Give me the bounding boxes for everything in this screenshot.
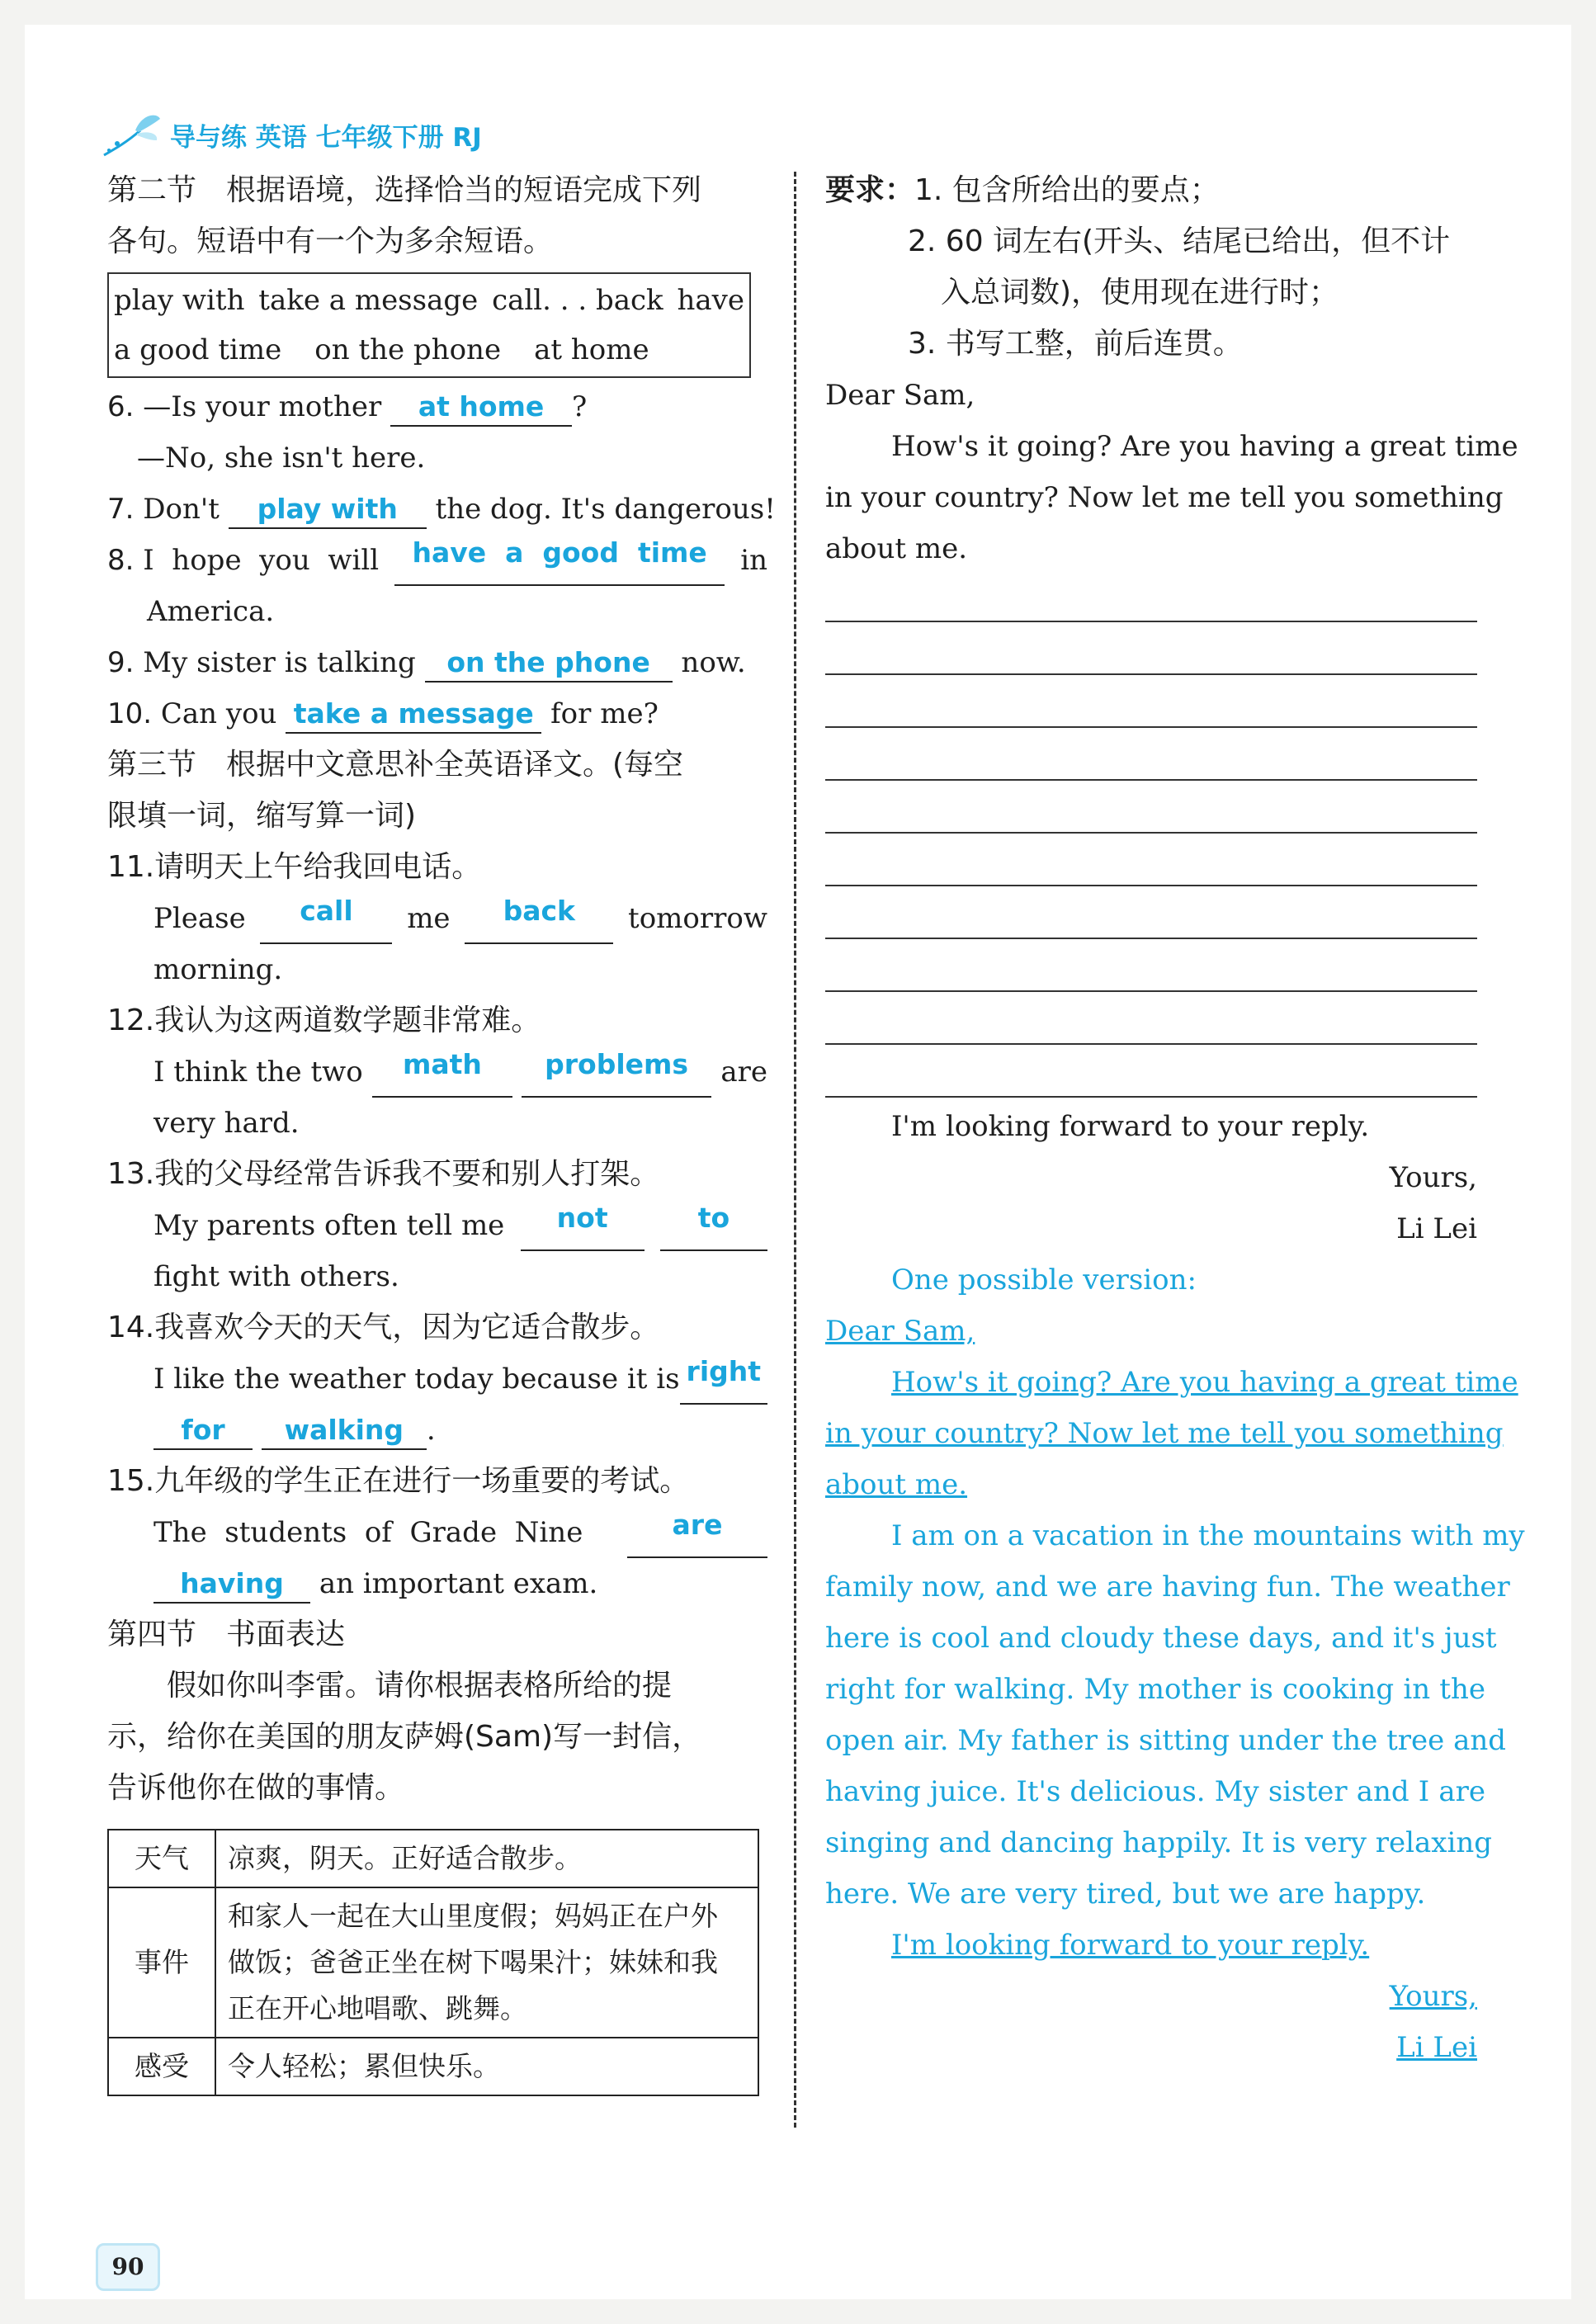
requirement-line: 2. 60 词左右(开头、结尾已给出，但不计 — [908, 224, 1451, 258]
question-text: I like the weather today because it is — [153, 1363, 680, 1396]
table-value — [215, 1887, 758, 2038]
right-column — [825, 165, 1525, 2073]
table-value-line: 正在开心地唱歌、跳舞。 — [228, 1992, 527, 2024]
answer-salutation-text: Dear Sam, — [825, 1315, 975, 1348]
requirement-line: 入总词数)，使用现在进行时； — [941, 276, 1339, 309]
letter-yours: Yours, — [1389, 1161, 1477, 1194]
question-10 — [107, 688, 767, 739]
letter-salutation: Dear Sam, — [825, 379, 975, 412]
question-13-cont: fight with others. — [153, 1260, 399, 1293]
writing-line[interactable] — [825, 886, 1477, 939]
question-text: ? — [572, 390, 588, 423]
answer-line: family now, and we are having fun. The weather — [825, 1571, 1510, 1604]
answer-line: in your country? Now let me tell you something — [825, 1417, 1504, 1450]
chinese-prompt: 九年级的学生正在进行一场重要的考试。 — [154, 1464, 690, 1498]
section3-title: 第三节 根据中文意思补全英语译文。(每空 — [107, 748, 684, 782]
chinese-prompt: 我的父母经常告诉我不要和别人打架。 — [154, 1157, 660, 1191]
phrase-row — [114, 276, 744, 325]
table-key: 感受 — [108, 2038, 215, 2095]
question-text: —Is your mother — [143, 390, 382, 423]
question-text: My sister is talking — [143, 646, 416, 679]
question-8-cont: America. — [147, 595, 275, 628]
answer-blank[interactable]: not — [521, 1200, 645, 1251]
question-number: 15. — [107, 1464, 155, 1498]
answer-closing-text: I'm looking forward to your reply. — [891, 1929, 1370, 1962]
left-column — [107, 165, 776, 2096]
requirement-label: 要求： — [825, 173, 915, 207]
answer-line: How's it going? Are you having a great time — [891, 1366, 1518, 1399]
answer-blank[interactable]: on the phone — [425, 645, 673, 683]
answer-salutation — [825, 1306, 1485, 1357]
answer-blank[interactable]: for — [153, 1412, 253, 1450]
requirement-line — [825, 165, 1485, 216]
answer-blank[interactable]: have a good time — [394, 535, 725, 586]
question-8 — [107, 535, 767, 586]
phrase-box — [107, 272, 751, 378]
table-value-line: 和家人一起在大山里度假；妈妈正在户外 — [228, 1900, 718, 1932]
answer-blank[interactable]: right — [680, 1353, 767, 1405]
answer-line: open air. My father is sitting under the tree and — [825, 1724, 1507, 1757]
writing-line[interactable] — [825, 622, 1477, 675]
question-text: tomorrow — [628, 902, 767, 935]
question-number: 11. — [107, 850, 155, 884]
letter-line: How's it going? Are you having a great time — [891, 430, 1518, 463]
table-row — [108, 1887, 758, 2038]
answer-yours — [825, 1971, 1477, 2022]
answer-blank[interactable]: to — [660, 1200, 767, 1251]
answer-blank[interactable]: walking — [262, 1412, 427, 1450]
answer-blank[interactable]: call — [260, 893, 392, 944]
question-number: 12. — [107, 1004, 155, 1037]
answer-label: One possible version: — [891, 1264, 1197, 1297]
question-number: 6. — [107, 390, 135, 423]
writing-line[interactable] — [825, 569, 1477, 622]
question-12 — [107, 995, 767, 1046]
page-number: 90 — [96, 2243, 160, 2291]
question-9 — [107, 637, 767, 688]
question-text: are — [720, 1056, 767, 1089]
phrase-row — [114, 325, 744, 375]
answer-closing — [825, 1920, 1485, 1971]
butterfly-logo-icon — [99, 106, 165, 163]
question-text: Don't — [143, 493, 220, 526]
answer-blank[interactable]: at home — [390, 389, 572, 427]
question-14-cont — [107, 1405, 767, 1456]
answer-blank[interactable]: problems — [522, 1046, 711, 1098]
question-11-answer — [107, 893, 767, 944]
section2-title-cont: 各句。短语中有一个为多余短语。 — [107, 224, 554, 258]
hint-table — [107, 1829, 759, 2096]
table-row — [108, 2038, 758, 2095]
answer-blank[interactable]: are — [627, 1507, 767, 1558]
question-text: an important exam. — [319, 1567, 598, 1600]
question-11-cont: morning. — [153, 953, 283, 986]
section3-title-cont: 限填一词，缩写算一词) — [107, 799, 417, 833]
writing-line[interactable] — [825, 939, 1477, 992]
question-text: in — [740, 544, 767, 577]
question-text: . — [426, 1414, 436, 1447]
question-14 — [107, 1302, 767, 1353]
answer-line: I am on a vacation in the mountains with my — [891, 1519, 1525, 1552]
writing-line[interactable] — [825, 834, 1477, 886]
question-text: I think the two — [153, 1056, 363, 1089]
phrase: at home — [534, 333, 649, 366]
question-14-answer — [107, 1353, 767, 1405]
question-number: 7. — [107, 493, 135, 526]
writing-line[interactable] — [825, 728, 1477, 781]
question-number: 13. — [107, 1157, 155, 1191]
question-13 — [107, 1149, 767, 1200]
question-12-cont: very hard. — [153, 1107, 300, 1140]
table-key: 事件 — [108, 1887, 215, 2038]
chinese-prompt: 我喜欢今天的天气，因为它适合散步。 — [154, 1311, 660, 1344]
question-7 — [107, 484, 776, 535]
phrase: a good time — [114, 333, 282, 366]
answer-blank[interactable]: back — [465, 893, 613, 944]
section4-prompt: 告诉他你在做的事情。 — [107, 1771, 405, 1805]
answer-line: right for walking. My mother is cooking in the — [825, 1673, 1485, 1706]
writing-area[interactable] — [825, 569, 1485, 1098]
answer-blank[interactable]: math — [372, 1046, 512, 1098]
answer-name — [825, 2022, 1477, 2073]
question-number: 10. — [107, 697, 153, 730]
answer-line: here. We are very tired, but we are happy. — [825, 1878, 1426, 1911]
chinese-prompt: 请明天上午给我回电话。 — [154, 850, 482, 884]
section4-title: 第四节 书面表达 — [107, 1618, 346, 1651]
letter-closing: I'm looking forward to your reply. — [891, 1110, 1370, 1143]
question-12-answer — [107, 1046, 767, 1098]
answer-line — [825, 1459, 1485, 1510]
answer-yours-text: Yours, — [1389, 1980, 1477, 2013]
question-text: Please — [153, 902, 246, 935]
answer-line: having juice. It's delicious. My sister and I are — [825, 1775, 1485, 1808]
letter-line: about me. — [825, 532, 968, 565]
table-row — [108, 1830, 758, 1887]
letter-name: Li Lei — [1396, 1212, 1477, 1245]
question-11 — [107, 842, 767, 893]
question-text: My parents often tell me — [153, 1209, 505, 1242]
question-number: 8. — [107, 544, 135, 577]
answer-line: here is cool and cloudy these days, and it's just — [825, 1622, 1497, 1655]
question-15-cont — [107, 1558, 767, 1609]
table-value: 令人轻松；累但快乐。 — [215, 2038, 758, 2095]
column-divider — [794, 172, 796, 2128]
phrase: call. . . back — [492, 284, 663, 317]
writing-line[interactable] — [825, 1045, 1477, 1098]
table-value: 凉爽，阴天。正好适合散步。 — [215, 1830, 758, 1887]
writing-line[interactable] — [825, 992, 1477, 1045]
answer-blank[interactable]: take a message — [286, 696, 541, 734]
question-text: I hope you will — [143, 544, 380, 577]
question-text: Can you — [160, 697, 277, 730]
question-6-reply: —No, she isn't here. — [137, 442, 426, 475]
question-number: 9. — [107, 646, 135, 679]
requirement-text: 1. 包含所给出的要点； — [914, 173, 1220, 207]
section4-prompt: 示，给你在美国的朋友萨姆(Sam)写一封信， — [107, 1720, 702, 1754]
question-text: for me? — [550, 697, 659, 730]
phrase: on the phone — [314, 333, 502, 366]
section4-prompt: 假如你叫李雷。请你根据表格所给的提 — [167, 1669, 673, 1703]
chinese-prompt: 我认为这两道数学题非常难。 — [154, 1004, 541, 1037]
letter-line: in your country? Now let me tell you something — [825, 481, 1504, 514]
answer-line-text: about me. — [825, 1468, 968, 1501]
answer-line: singing and dancing happily. It is very relaxing — [825, 1826, 1492, 1859]
question-text: The students of Grade Nine — [153, 1516, 583, 1549]
question-15 — [107, 1456, 767, 1507]
writing-line[interactable] — [825, 781, 1477, 834]
question-number: 14. — [107, 1311, 155, 1344]
answer-blank[interactable]: play with — [229, 491, 427, 529]
question-text: now. — [681, 646, 746, 679]
table-value-line: 做饭；爸爸正坐在树下喝果汁；妹妹和我 — [228, 1946, 718, 1978]
phrase: play with — [114, 284, 245, 317]
question-6 — [107, 381, 767, 432]
page-header — [99, 106, 482, 163]
phrase: take a message — [258, 284, 479, 317]
writing-line[interactable] — [825, 675, 1477, 728]
question-15-answer — [107, 1507, 767, 1558]
question-13-answer — [107, 1200, 767, 1251]
requirement-line: 3. 书写工整，前后连贯。 — [908, 327, 1243, 361]
section2-title: 第二节 根据语境，选择恰当的短语完成下列 — [107, 173, 702, 207]
question-text: me — [407, 902, 451, 935]
table-key: 天气 — [108, 1830, 215, 1887]
answer-name-text: Li Lei — [1396, 2031, 1477, 2064]
question-text: the dog. It's dangerous! — [435, 493, 776, 526]
header-title: 导与练 英语 七年级下册 RJ — [170, 122, 482, 153]
answer-blank[interactable]: having — [153, 1566, 310, 1604]
phrase: have — [677, 284, 744, 317]
